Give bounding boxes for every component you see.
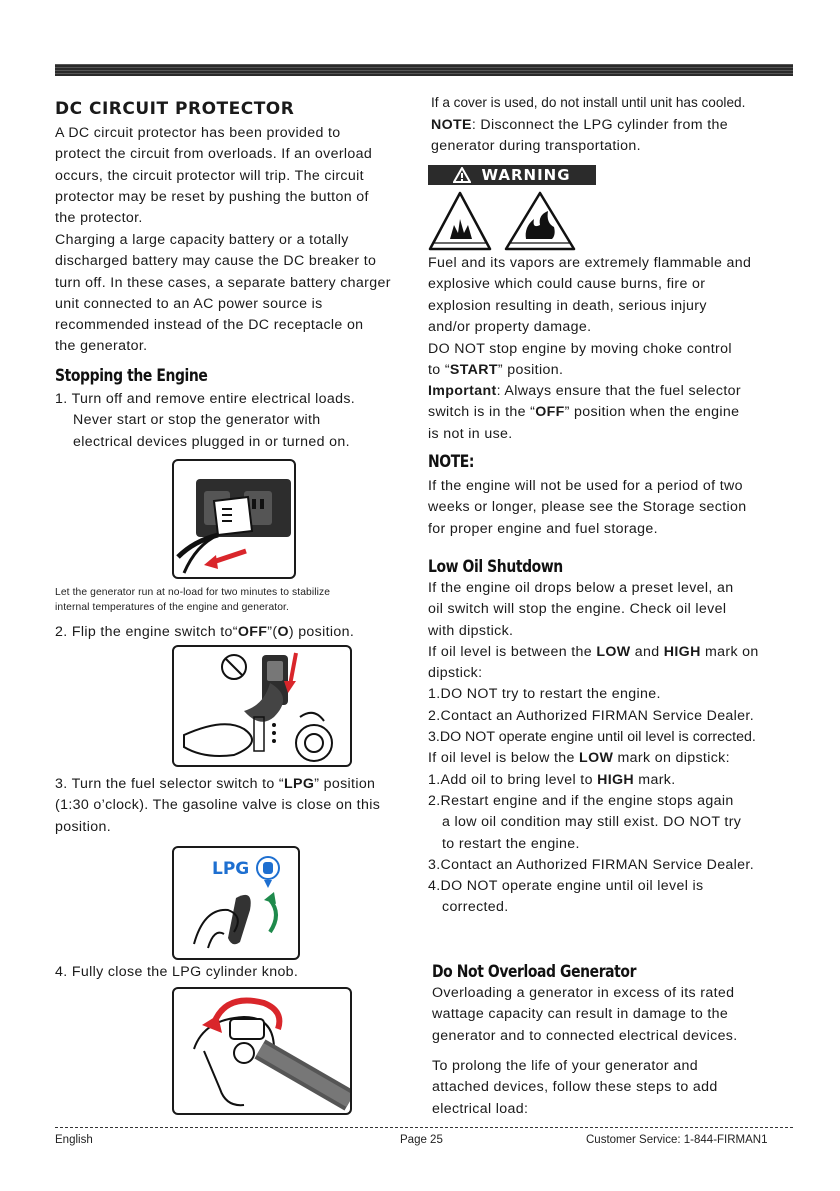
list-item: 3.Contact an Authorized FIRMAN Service Dealer. <box>428 856 754 873</box>
text-line: internal temperatures of the engine and generator. <box>55 602 289 613</box>
storage-note <box>428 476 798 540</box>
fire-hazard-icon <box>506 193 574 249</box>
warning-triangle-icon <box>453 167 471 183</box>
unplug-figure <box>172 459 296 579</box>
text-line: explosive which could cause burns, fire or <box>428 276 706 293</box>
prolong-paragraph <box>432 1056 798 1120</box>
engine-switch-figure <box>172 645 352 767</box>
dc-circuit-heading: DC CIRCUIT PROTECTOR <box>55 99 295 119</box>
cover-notice: If a cover is used, do not install until unit has cooled. <box>431 95 746 110</box>
text-line: 3. Turn the fuel selector switch to “LPG” position <box>55 776 376 792</box>
list-item: 2.Restart engine and if the engine stops again <box>428 792 734 809</box>
text-line: position. <box>55 818 111 835</box>
text-line: attached devices, follow these steps to add <box>432 1079 718 1096</box>
text-line: with dipstick. <box>428 622 514 639</box>
text-line: is not in use. <box>428 425 513 442</box>
list-item: 1.DO NOT try to restart the engine. <box>428 686 661 703</box>
important-notice <box>428 381 798 445</box>
dc-paragraph-2 <box>55 230 417 358</box>
text-line: (1:30 o’clock). The gasoline valve is close on this <box>55 797 381 814</box>
text-line: explosion resulting in death, serious injury <box>428 297 707 314</box>
footer-language: English <box>55 1134 93 1146</box>
text-line: protector may be reset by pushing the button of <box>55 188 369 205</box>
text-line: wattage capacity can result in damage to the <box>432 1006 729 1023</box>
low-oil-heading: Low Oil Shutdown <box>428 557 563 577</box>
warning-label: WARNING <box>481 166 571 184</box>
text-line: generator during transportation. <box>431 138 641 155</box>
text-line: corrected. <box>442 899 509 916</box>
text-line: unit connected to an AC power source is <box>55 295 323 312</box>
step-4: 4. Fully close the LPG cylinder knob. <box>55 964 299 980</box>
note-transport <box>431 115 801 158</box>
unplug-illustration <box>174 461 294 577</box>
warning-banner <box>428 165 596 185</box>
list-item: 2.Contact an Authorized FIRMAN Service Dealer. <box>428 707 754 724</box>
choke-warning <box>428 339 798 382</box>
text-line: recommended instead of the DC receptacle on <box>55 317 364 334</box>
figure-caption <box>55 585 417 615</box>
text-line: switch is in the “OFF” position when the engine <box>428 404 740 421</box>
text-line: NOTE: Disconnect the LPG cylinder from the <box>431 117 728 133</box>
text-line: electrical devices plugged in or turned on. <box>73 433 350 450</box>
footer-page-number: Page 25 <box>400 1134 443 1146</box>
overload-paragraph <box>432 983 798 1047</box>
text-line: If the engine will not be used for a period of two <box>428 478 743 494</box>
fuel-hazard-paragraph <box>428 253 796 338</box>
text-line: If oil level is between the LOW and HIGH mark on <box>428 643 759 660</box>
text-line: dipstick: <box>428 665 483 682</box>
low-oil-paragraph <box>428 578 798 919</box>
text-line: electrical load: <box>432 1100 529 1117</box>
engine-switch-illustration <box>174 647 350 765</box>
text-line: for proper engine and fuel storage. <box>428 520 658 537</box>
list-item: 4.DO NOT operate engine until oil level is <box>428 878 704 895</box>
text-line: Never start or stop the generator with <box>73 412 321 429</box>
text-line: to “START” position. <box>428 362 564 379</box>
text-line: Let the generator run at no-load for two minutes to stabilize <box>55 587 331 598</box>
text-line: Important: Always ensure that the fuel selector <box>428 383 741 399</box>
text-line: the protector. <box>55 210 143 227</box>
text-line: 2. Flip the engine switch to“OFF”(O) position. <box>55 624 355 640</box>
text-line: to restart the engine. <box>442 835 580 852</box>
list-item: 3.DO NOT operate engine until oil level is corrected. <box>428 729 756 746</box>
text-line: protect the circuit from overloads. If an overload <box>55 146 373 163</box>
step-2 <box>55 622 417 643</box>
lpg-selector-illustration <box>174 848 298 958</box>
text-line: weeks or longer, please see the Storage section <box>428 499 747 516</box>
text-line: the generator. <box>55 338 148 355</box>
text-line: Fuel and its vapors are extremely flammable and <box>428 255 752 271</box>
text-line: discharged battery may cause the DC breaker to <box>55 253 377 270</box>
step-1 <box>55 389 417 453</box>
text-line: a low oil condition may still exist. DO NOT try <box>442 814 742 831</box>
header-rule <box>55 64 793 76</box>
text-line: turn off. In these cases, a separate battery charger <box>55 274 391 291</box>
footer-rule <box>55 1127 793 1128</box>
text-line: generator and to connected electrical devices. <box>432 1027 738 1044</box>
text-line: If oil level is below the LOW mark on dipstick: <box>428 750 730 767</box>
list-item: 1.Add oil to bring level to HIGH mark. <box>428 771 676 788</box>
step-3 <box>55 774 417 838</box>
footer-customer-service: Customer Service: 1-844-FIRMAN1 <box>586 1134 768 1146</box>
lpg-knob-figure <box>172 987 352 1115</box>
lpg-label: LPG <box>212 859 250 879</box>
hazard-symbols <box>428 191 578 253</box>
note-heading: NOTE: <box>428 452 475 472</box>
stopping-engine-heading: Stopping the Engine <box>55 366 208 386</box>
text-line: oil switch will stop the engine. Check oil level <box>428 601 727 618</box>
text-line: To prolong the life of your generator and <box>432 1058 698 1074</box>
text-line: and/or property damage. <box>428 318 592 335</box>
text-line: Charging a large capacity battery or a totally <box>55 232 349 248</box>
lpg-knob-illustration <box>174 989 350 1113</box>
overload-heading: Do Not Overload Generator <box>432 962 637 982</box>
text-line: 1. Turn off and remove entire electrical loads. <box>55 391 356 407</box>
lpg-selector-figure <box>172 846 300 960</box>
text-line: DO NOT stop engine by moving choke control <box>428 341 732 357</box>
dc-paragraph-1 <box>55 123 417 229</box>
text-line: occurs, the circuit protector will trip. The circuit <box>55 167 364 184</box>
explosion-hazard-icon <box>430 193 490 249</box>
text-line: If the engine oil drops below a preset level, an <box>428 580 734 596</box>
text-line: A DC circuit protector has been provided to <box>55 125 341 141</box>
text-line: Overloading a generator in excess of its rated <box>432 985 735 1001</box>
